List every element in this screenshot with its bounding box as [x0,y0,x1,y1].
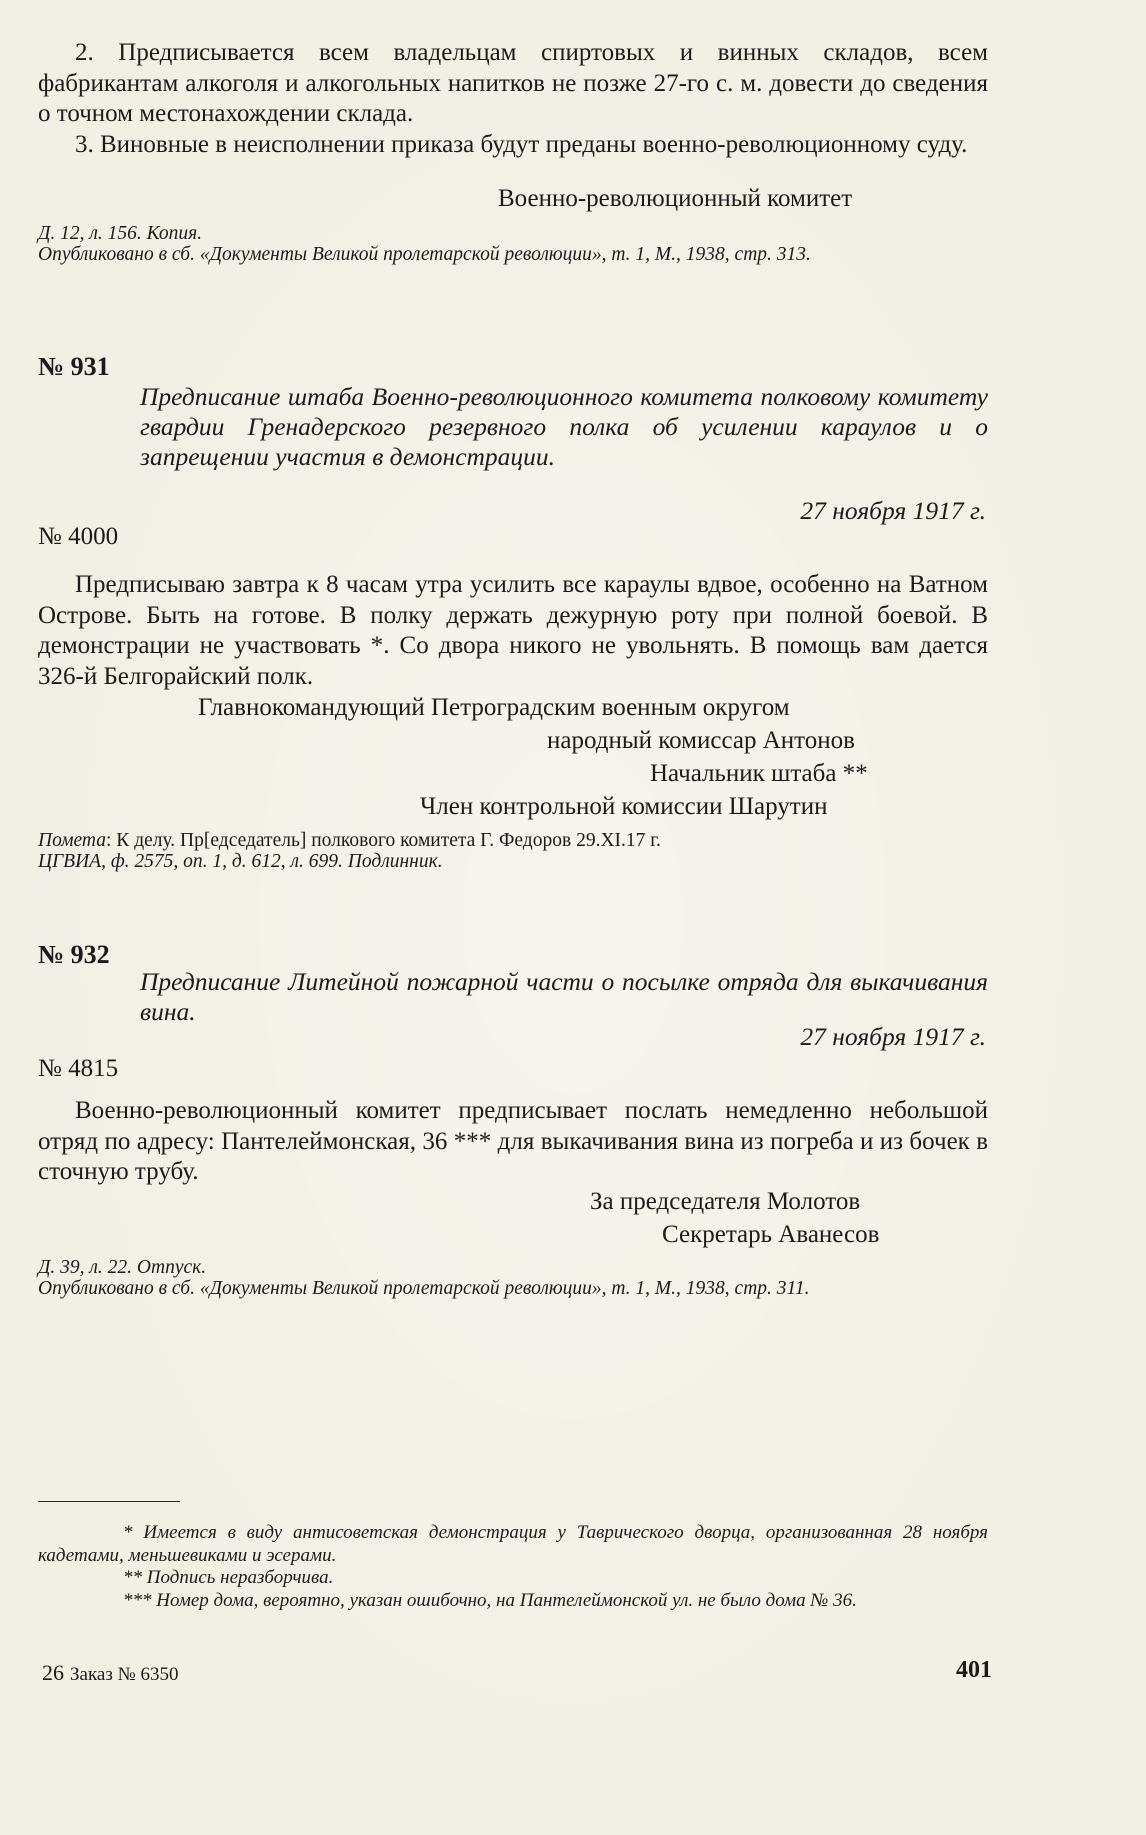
paragraph-3: 3. Виновные в неисполнении приказа будут преданы военно-революционному суду. [75,130,968,158]
doc-931-reg-number: № 4000 [38,523,119,550]
doc-932-date: 27 ноября 1917 г. [800,1022,986,1051]
page-number: 401 [956,1657,992,1683]
source-line-1: Д. 12, л. 156. Копия. [38,223,203,244]
top-source [38,223,988,265]
source-line-2: Опубликовано в сб. «Документы Великой пролетарской революции», т. 1, М., 1938, стр. 313. [38,244,811,265]
doc-932-reg-number: № 4815 [38,1055,119,1082]
paragraph-2: 2. Предписывается всем владельцам спиртовых и винных складов, всем фабрикантам алкоголя и алкогольных напитков не позже 27-го с. м. довести до сведения о точном местонахождении склада. [38,39,988,127]
doc-932-signature-2: Секретарь Аванесов [662,1221,880,1248]
order-number: Заказ № 6350 [70,1664,179,1685]
doc-932-body-wrap [38,1096,988,1188]
note-label: Помета [38,830,107,851]
doc-931-signature-4: Член контрольной комиссии Шарутин [420,793,828,820]
footnote-1: * Имеется в виду антисоветская демонстрация у Таврического дворца, организованная 28 ноября кадетами, меньшевиками и эсерами. [38,1522,988,1566]
note-text: : К делу. Пр[едседатель] полкового комитета Г. Федоров 29.XI.17 г. [106,830,661,851]
doc-931-signature-2: народный комиссар Антонов [547,727,855,754]
doc-932-title: Предписание Литейной пожарной части о посылке отряда для выкачивания вина. [140,967,988,1026]
doc-931-body: Предписываю завтра к 8 часам утра усилить все караулы вдвое, особенно на Ватном Острове. Быть на готове. В полку держать дежурную роту при полной боевой. В демонстрации не участвовать *. Со двора никого не увольнять. В помощь вам дается 326-й Белгорайский полк. [38,571,988,690]
doc-931-title: Предписание штаба Военно-революционного комитета полковому комитету гвардии Гренадерского резервного полка об усилении караулов и о запрещении участия в демонстрации. [140,382,988,471]
footnotes [38,1522,988,1612]
doc-931-archive: ЦГВИА, ф. 2575, оп. 1, д. 612, л. 699. Подлинник. [38,851,443,872]
top-section [38,38,988,160]
doc-932-number: № 932 [38,940,110,969]
sheet-number: 26 [42,1660,64,1685]
footnote-3: *** Номер дома, вероятно, указан ошибочно, на Пантелеймонской ул. не было дома № 36. [123,1589,857,1611]
doc-931-note [38,830,988,851]
doc-932-source-line-2: Опубликовано в сб. «Документы Великой пролетарской революции», т. 1, М., 1938, стр. 311. [38,1278,810,1299]
doc-931-body-wrap [38,570,988,692]
doc-931-number: № 931 [38,352,110,381]
top-signature: Военно-революционный комитет [498,185,853,212]
doc-931-signature-1: Главнокомандующий Петроградским военным округом [198,694,790,721]
footnote-divider [38,1501,180,1502]
footnote-2: ** Подпись неразборчива. [123,1567,334,1588]
doc-932-signature-1: За председателя Молотов [590,1188,861,1215]
doc-932-source-line-1: Д. 39, л. 22. Отпуск. [38,1257,207,1278]
doc-931-notes [38,830,988,872]
doc-932-body: Военно-революционный комитет предписывает послать немедленно небольшой отряд по адресу: Пантелеймонская, 36 *** для выкачивания вина из погреба и из бочек в сточную трубу. [38,1097,988,1185]
printer-mark [42,1660,178,1686]
doc-932-source [38,1257,988,1299]
doc-931-date: 27 ноября 1917 г. [800,496,986,525]
doc-931-signature-3: Начальник штаба ** [650,760,868,787]
